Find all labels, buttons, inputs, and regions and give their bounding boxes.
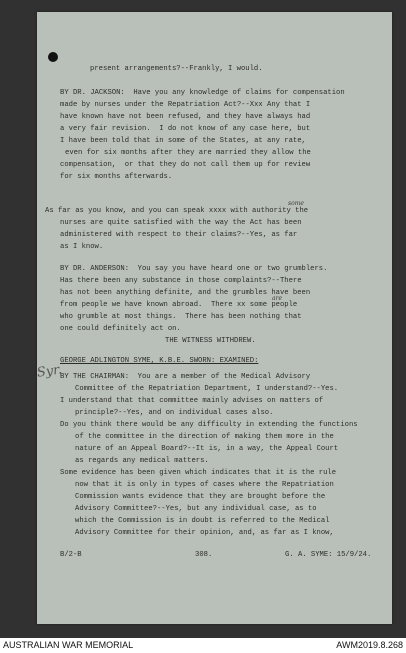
witness-heading: GEORGE ADLINGTON SYME, K.B.E. SWORN: EXAMINED:: [60, 357, 259, 365]
margin-note: Syr.: [36, 362, 64, 381]
text-line: who grumble at most things. There has been nothing that: [60, 313, 302, 321]
text-line: has not been anything definite, and the grumbles have been: [60, 289, 311, 297]
document-page: [37, 12, 392, 624]
archive-footer: [0, 638, 406, 653]
page-number: 308.: [195, 551, 213, 559]
text-line: Committee of the Repatriation Department, I understand?--Yes.: [75, 385, 339, 393]
text-line: BY THE CHAIRMAN: You are a member of the Medical Advisory: [60, 373, 311, 381]
text-line: of the committee in the direction of making them more in the: [75, 433, 334, 441]
text-line: compensation, or that they do not call them up for review: [60, 161, 311, 169]
archive-reference: AWM2019.8.268: [336, 640, 403, 650]
text-line: from people we have known abroad. There xx some people: [60, 301, 298, 309]
text-line: one could definitely act on.: [60, 325, 181, 333]
page-ref: B/2-B: [60, 551, 82, 559]
text-line: Has there been any substance in those complaints?--There: [60, 277, 302, 285]
typed-text: [37, 12, 392, 624]
text-line: which the Commission is in doubt is referred to the Medical: [75, 517, 330, 525]
handwritten-insert: some: [288, 200, 304, 207]
text-line: Some evidence has been given which indicates that it is the rule: [60, 469, 337, 477]
archive-name: AUSTRALIAN WAR MEMORIAL: [3, 640, 134, 650]
text-line: As far as you know, and you can speak xxxx with authority the: [45, 207, 309, 215]
text-line: a very fair revision. I do not know of any case here, but: [60, 125, 311, 133]
text-line: I have been told that in some of the States, at any rate,: [60, 137, 306, 145]
handwritten-insert: are: [272, 295, 282, 302]
text-line: present arrangements?--Frankly, I would.: [90, 65, 263, 73]
text-line: for six months afterwards.: [60, 173, 173, 181]
text-line: now that it is only in types of cases where the Repatriation: [75, 481, 334, 489]
text-line: have known have not been refused, and they have always had: [60, 113, 311, 121]
text-line: as regards any medical matters.: [75, 457, 209, 465]
text-line: BY DR. ANDERSON: You say you have heard one or two grumblers.: [60, 265, 328, 273]
text-line: principle?--Yes, and on individual cases also.: [75, 409, 274, 417]
text-line: Do you think there would be any difficulty in extending the functions: [60, 421, 358, 429]
text-line: as I know.: [60, 243, 104, 251]
text-line: BY DR. JACKSON: Have you any knowledge of claims for compensation: [60, 89, 345, 97]
text-line: made by nurses under the Repatriation Act?--Xxx Any that I: [60, 101, 311, 109]
punch-hole: [48, 52, 58, 62]
text-line: Commission wants evidence that they are brought before the: [75, 493, 326, 501]
witness-date: G. A. SYME: 15/9/24.: [285, 551, 372, 559]
text-line: I understand that that committee mainly advises on matters of: [60, 397, 324, 405]
text-line: nurses are quite satisfied with the way the Act has been: [60, 219, 302, 227]
text-line: administered with respect to their claims?--Yes, as far: [60, 231, 298, 239]
text-line: even for six months after they are married they allow the: [65, 149, 311, 157]
text-line: Advisory Committee?--Yes, but any individual case, as to: [75, 505, 317, 513]
text-line: THE WITNESS WITHDREW.: [165, 337, 256, 345]
text-line: Advisory Committee for their opinion, and, as far as I know,: [75, 529, 334, 537]
text-line: nature of an Appeal Board?--It is, in a way, the Appeal Court: [75, 445, 339, 453]
